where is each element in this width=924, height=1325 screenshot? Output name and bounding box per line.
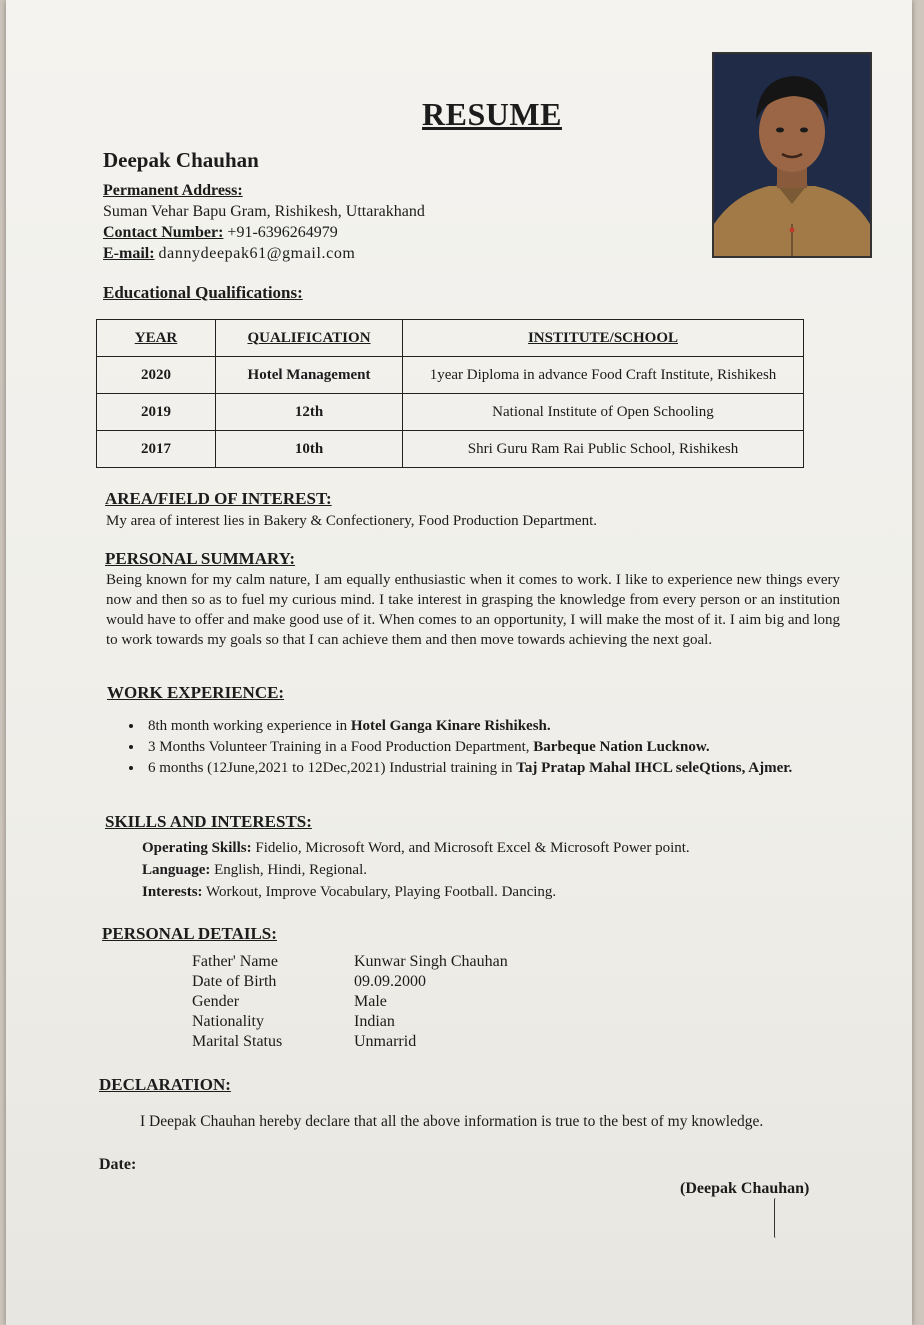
declaration-text: I Deepak Chauhan hereby declare that all the above information is true to the best of my knowledge. [140,1113,764,1130]
detail-key: Marital Status [192,1033,283,1050]
education-heading: Educational Qualifications: [103,283,303,302]
row-institute: National Institute of Open Schooling [403,394,804,431]
profile-photo [712,52,872,258]
detail-value: Unmarrid [354,1033,417,1050]
contact-number [103,224,338,242]
table-row [97,394,804,431]
skills-heading: SKILLS AND INTERESTS: [105,812,312,831]
list-item [144,716,824,737]
person-photo-icon [714,54,870,256]
interest-text: My area of interest lies in Bakery & Confectionery, Food Production Department. [106,513,597,529]
detail-key: Gender [192,993,240,1010]
detail-key: Date of Birth [192,973,277,990]
list-item [144,758,824,779]
personal-details [192,952,592,1052]
email-label: E-mail: [103,245,155,262]
declaration-heading: DECLARATION: [99,1075,231,1094]
interests-label: Interests: [142,884,203,900]
row-qualification: 12th [216,394,403,431]
interest-heading: AREA/FIELD OF INTEREST: [105,489,332,508]
operating-skills-value: Fidelio, Microsoft Word, and Microsoft Excel & Microsoft Power point. [255,840,690,856]
work-item-place: Taj Pratap Mahal IHCL seleQtions, Ajmer. [516,760,793,776]
operating-skills [142,840,690,857]
email-line [103,245,355,263]
candidate-name: Deepak Chauhan [103,148,259,172]
language-label: Language: [142,862,211,878]
row-year: 2020 [97,357,216,394]
interests-value: Workout, Improve Vocabulary, Playing Football. Dancing. [206,884,557,900]
column-qualification: QUALIFICATION [216,320,403,357]
work-item-place: Barbeque Nation Lucknow. [533,739,710,755]
work-item-text: 3 Months Volunteer Training in a Food Production Department, [148,739,534,755]
column-institute: INSTITUTE/SCHOOL [403,320,804,357]
summary-heading: PERSONAL SUMMARY: [105,549,296,568]
detail-value: 09.09.2000 [354,973,426,990]
language-value: English, Hindi, Regional. [214,862,368,878]
table-row [97,431,804,468]
personal-heading: PERSONAL DETAILS: [102,924,277,943]
education-table [96,319,804,468]
table-row [97,357,804,394]
work-list-container [124,716,824,779]
row-institute: Shri Guru Ram Rai Public School, Rishikesh [403,431,804,468]
page-title: RESUME [422,96,562,132]
contact-value: +91-6396264979 [227,224,338,241]
resume-page [6,0,912,1325]
detail-key: Father' Name [192,953,278,970]
table-header-row [97,320,804,357]
detail-value: Indian [354,1013,395,1030]
row-year: 2019 [97,394,216,431]
email-value: dannydeepak61@gmail.com [158,245,356,262]
row-institute: 1year Diploma in advance Food Craft Institute, Rishikesh [403,357,804,394]
work-heading: WORK EXPERIENCE: [107,683,285,702]
detail-key: Nationality [192,1013,264,1030]
address-label [103,182,243,200]
work-item-text: 8th month working experience in [148,718,351,734]
work-item-place: Hotel Ganga Kinare Rishikesh. [350,718,551,734]
row-qualification: Hotel Management [216,357,403,394]
work-item-text: 6 months (12June,2021 to 12Dec,2021) Industrial training in [148,760,517,776]
address-value: Suman Vehar Bapu Gram, Rishikesh, Uttarakhand [103,203,425,220]
interests-line [142,884,556,901]
date-label: Date: [99,1156,137,1173]
list-item [144,737,824,758]
operating-skills-label: Operating Skills: [142,840,252,856]
detail-value: Male [354,993,387,1010]
detail-value: Kunwar Singh Chauhan [354,953,508,970]
signature-mark [774,1198,778,1238]
column-year: YEAR [97,320,216,357]
contact-label: Contact Number: [103,224,224,241]
row-qualification: 10th [216,431,403,468]
summary-text: Being known for my calm nature, I am equally enthusiastic when it comes to work. I like to experience new things every now and then so as to fuel my curious mind. I take interest in grasping the knowledge from every person or an institution would have to offer and make good use of it. When comes to an opportunity, I will make the most of it. I aim big and long to work towards my goals so that I can achieve them and then move towards achieving the next goal. [106,572,840,648]
row-year: 2017 [97,431,216,468]
language-skills [142,862,367,879]
address-label-text: Permanent Address: [103,182,243,199]
signature-name: (Deepak Chauhan) [680,1180,810,1197]
work-list [124,716,824,779]
